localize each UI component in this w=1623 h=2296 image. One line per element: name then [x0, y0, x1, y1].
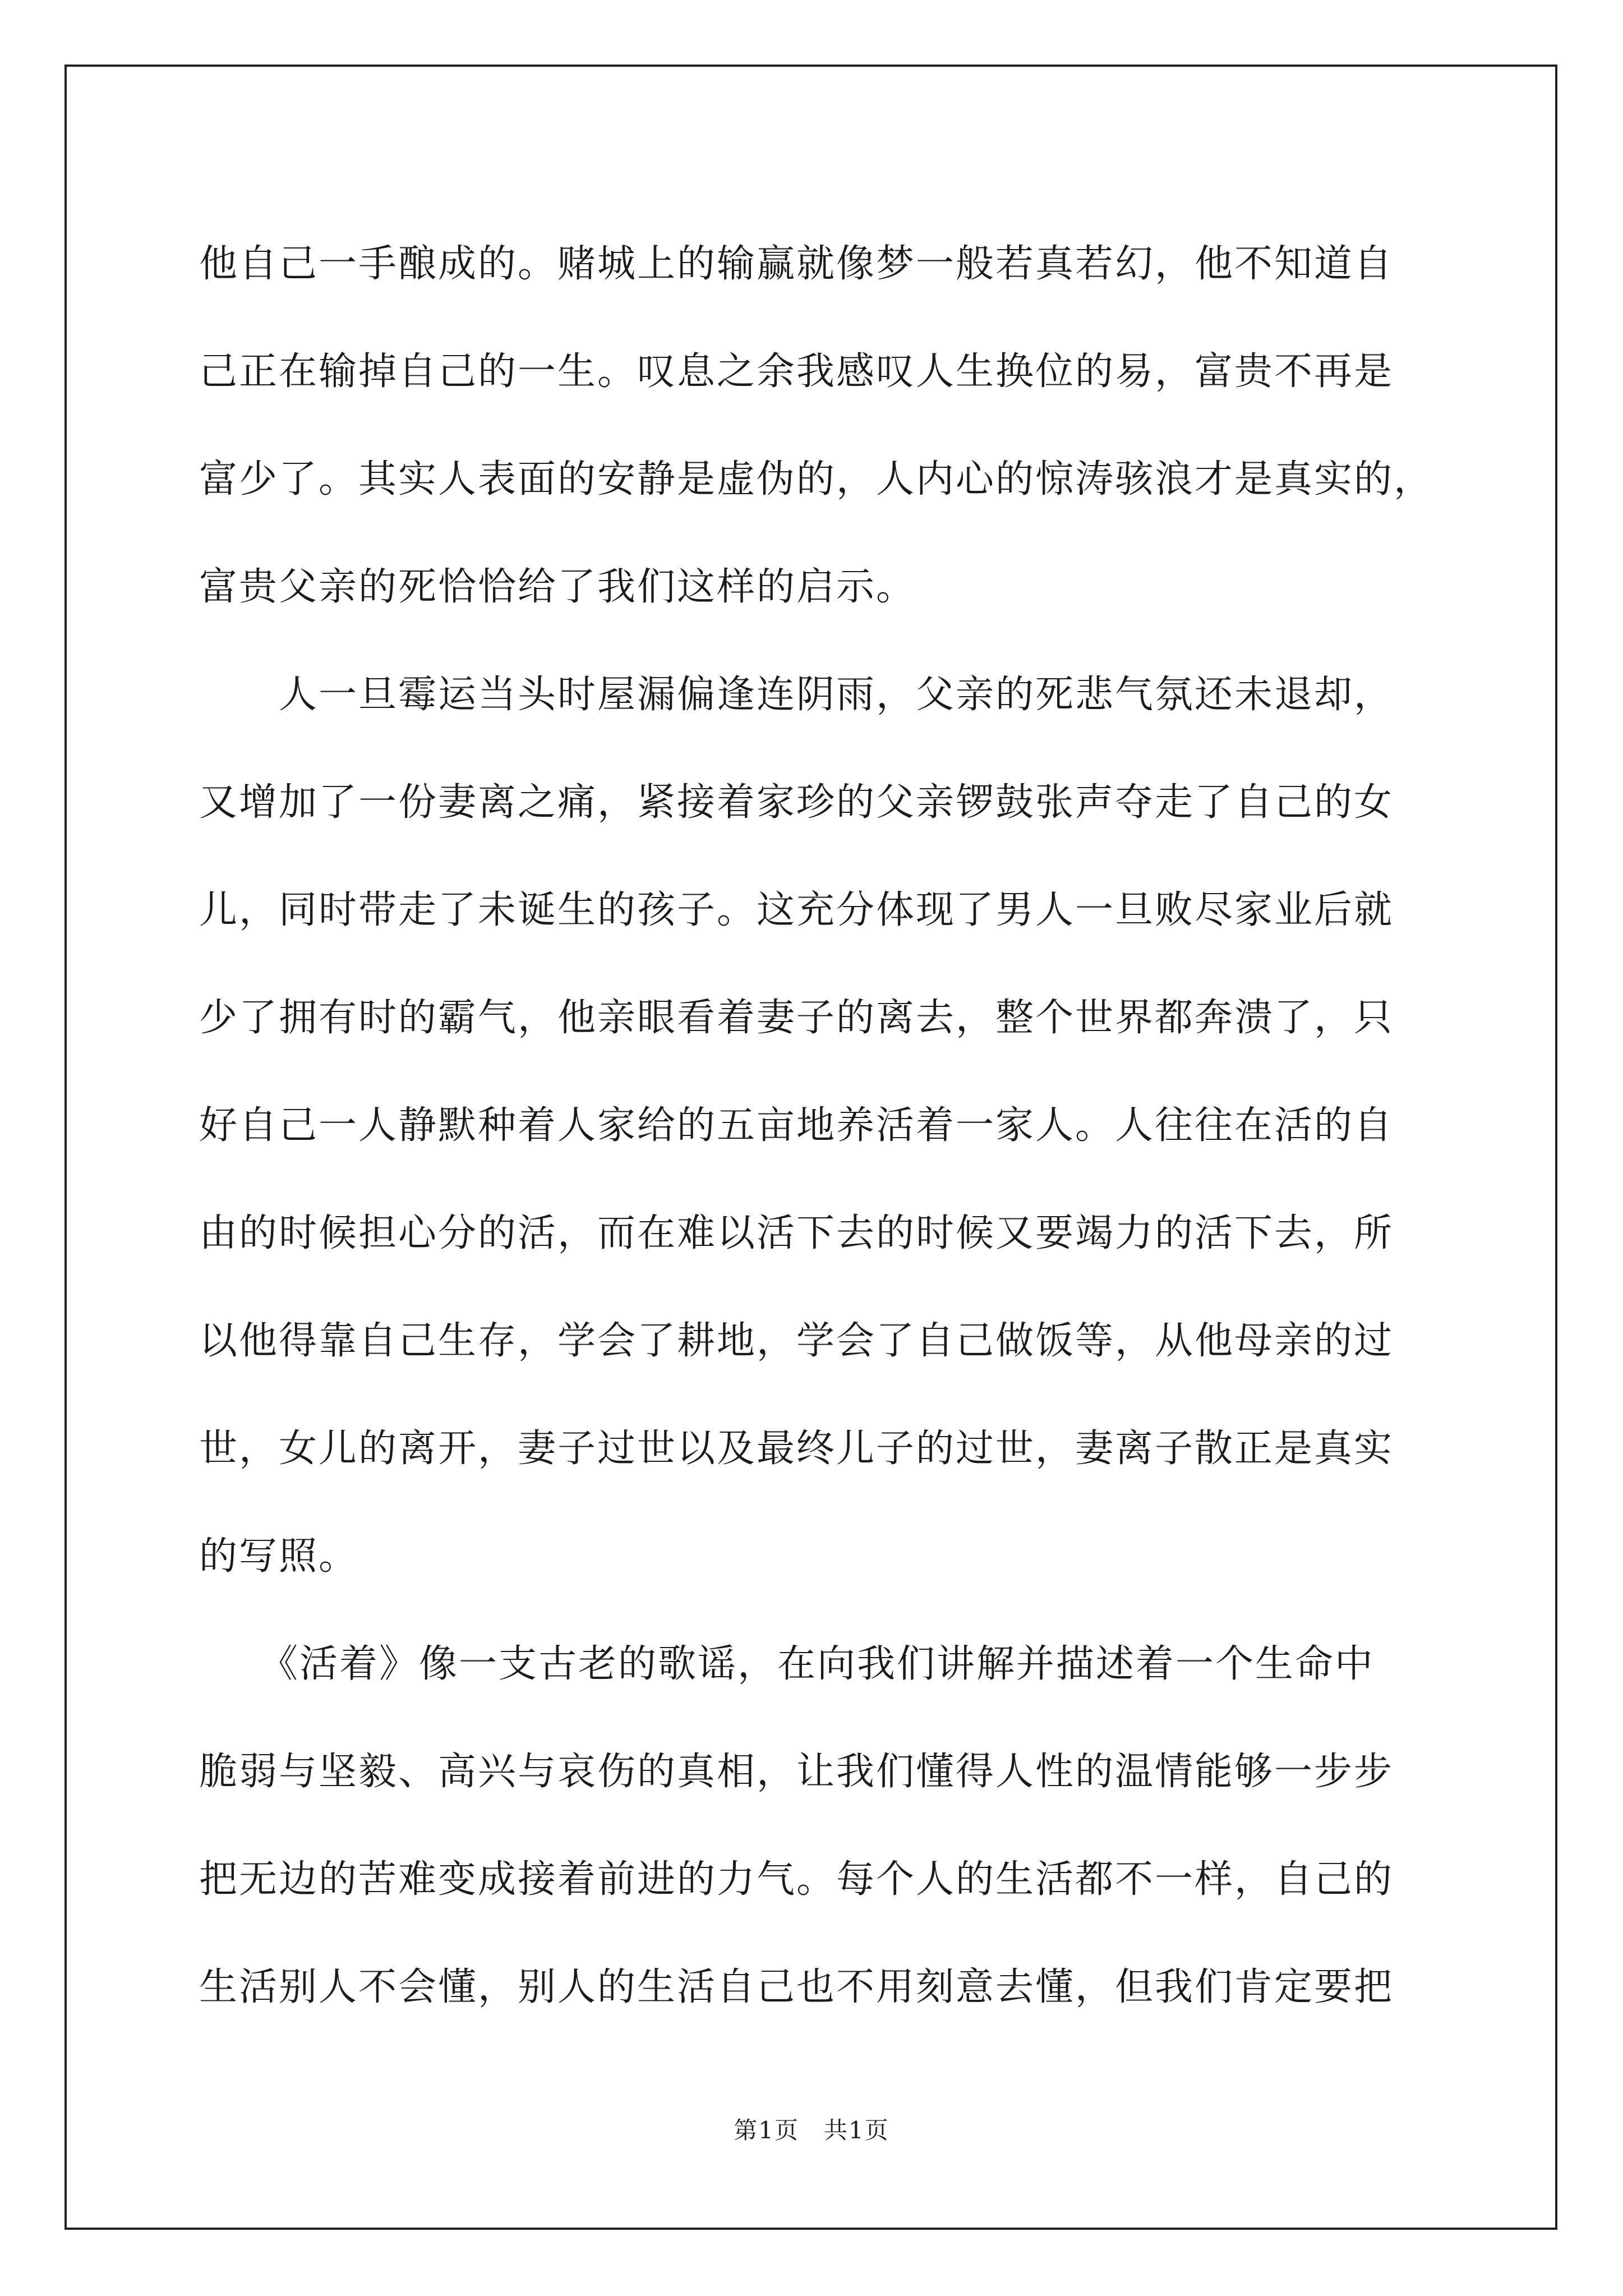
- text-line: 富少了。其实人表面的安静是虚伪的，人内心的惊涛骇浪才是真实的，: [199, 457, 1434, 501]
- text-line: 生活别人不会懂，别人的生活自己也不用刻意去懂，但我们肯定要把: [199, 1965, 1394, 2009]
- text-line: 脆弱与坚毅、高兴与哀伤的真相，让我们懂得人性的温情能够一步步: [199, 1750, 1394, 1794]
- text-line: 世，女儿的离开，妻子过世以及最终儿子的过世，妻离子散正是真实: [199, 1427, 1394, 1471]
- text-line: 少了拥有时的霸气，他亲眼看着妻子的离去，整个世界都奔溃了，只: [199, 996, 1394, 1040]
- text-line: 把无边的苦难变成接着前进的力气。每个人的生活都不一样，自己的: [199, 1857, 1394, 1902]
- text-line: 的写照。: [199, 1534, 359, 1579]
- text-line: 己正在输掉自己的一生。叹息之余我感叹人生换位的易，富贵不再是: [199, 349, 1394, 394]
- page-footer: 第1页 共1页: [734, 2116, 889, 2144]
- text-line: 以他得靠自己生存，学会了耕地，学会了自己做饭等，从他母亲的过: [199, 1319, 1394, 1363]
- text-line: 好自己一人静默种着人家给的五亩地养活着一家人。人往往在活的自: [199, 1103, 1394, 1148]
- text-line: 富贵父亲的死恰恰给了我们这样的启示。: [199, 565, 916, 609]
- text-line: 由的时候担心分的活，而在难以活下去的时候又要竭力的活下去，所: [199, 1211, 1394, 1255]
- text-line: 儿，同时带走了未诞生的孩子。这充分体现了男人一旦败尽家业后就: [199, 888, 1394, 932]
- text-line: 人一旦霉运当头时屋漏偏逢连阴雨，父亲的死悲气氛还未退却，: [199, 673, 1394, 717]
- text-line: 又增加了一份妻离之痛，紧接着家珍的父亲锣鼓张声夺走了自己的女: [199, 780, 1394, 825]
- text-line: 《活着》像一支古老的歌谣，在向我们讲解并描述着一个生命中: [199, 1642, 1375, 1686]
- document-body: [199, 210, 1450, 2041]
- text-line: 他自己一手酿成的。赌城上的输赢就像梦一般若真若幻，他不知道自: [199, 242, 1394, 286]
